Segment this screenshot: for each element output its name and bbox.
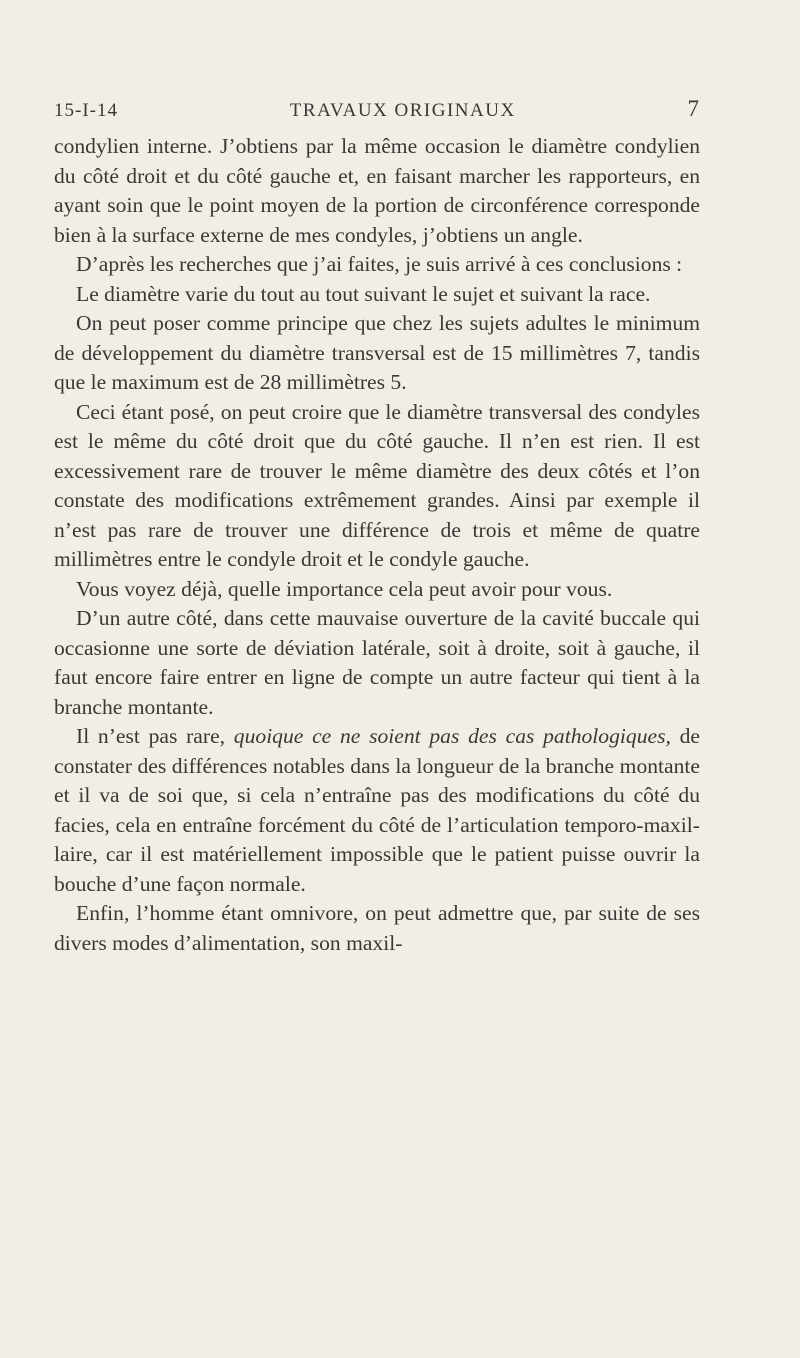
- book-page: [54, 96, 700, 958]
- running-header: [54, 96, 700, 128]
- paragraph-9: Enfin, l’homme étant omnivore, on peut admettre que, par suite de ses divers modes d’alimentation, son maxil-: [54, 901, 700, 955]
- body-text: [54, 132, 700, 958]
- paragraph-8-start: Il n’est pas rare,: [76, 724, 234, 748]
- paragraph-5: Ceci étant posé, on peut croire que le diamètre transversal des condyles est le même du côté droit que du côté gauche. Il n’en est rien. Il est excessivement rare de trouver le même diamètre des deux côtés et l’on constate des modifications extrêmement grandes. Ainsi par exemple il n’est pas rare de trouver une différence de trois et même de quatre millimètres entre le condyle droit et le condyle gauche.: [54, 399, 700, 571]
- paragraph-8: [54, 722, 700, 899]
- paragraph-6: Vous voyez déjà, quelle importance cela peut avoir pour vous.: [76, 576, 613, 601]
- paragraph-7: D’un autre côté, dans cette mauvaise ouverture de la cavité buccale qui occasionne une sorte de déviation latérale, soit à droite, soit à gauche, il faut encore faire entrer en ligne de compte un autre facteur qui tient à la branche montante.: [54, 606, 700, 719]
- paragraph-8-end: de constater des différences notables dans la longueur de la branche montante et il va de soi que, si cela n’entraîne pas des modifications du côté du facies, cela en entraîne forcément du côté de l’articulation temporo-maxillaire, car il est matériellement impossible que le patient puisse ouvrir la bouche d’une façon normale.: [54, 724, 700, 896]
- paragraph-1: condylien interne. J’obtiens par la même occasion le diamètre condylien du côté droit et du côté gauche et, en faisant marcher les rapporteurs, en ayant soin que le point moyen de la portion de circonférence corresponde bien à la surface externe de mes condyles, j’obtiens un angle.: [54, 134, 700, 247]
- paragraph-3: Le diamètre varie du tout au tout suivant le sujet et suivant la race.: [76, 281, 651, 306]
- paragraph-2: D’après les recherches que j’ai faites, je suis arrivé à ces conclusions :: [76, 252, 683, 276]
- page-number: 7: [687, 96, 700, 121]
- paragraph-4: On peut poser comme principe que chez les sujets adultes le minimum de développement du diamètre transversal est de 15 millimètres 7, tandis que le maximum est de 28 millimètres 5.: [54, 311, 700, 394]
- italic-phrase: quoique ce ne soient pas des cas pathologiques,: [233, 724, 671, 748]
- header-date: 15-I-14: [54, 100, 118, 121]
- header-title: TRAVAUX ORIGINAUX: [289, 100, 516, 121]
